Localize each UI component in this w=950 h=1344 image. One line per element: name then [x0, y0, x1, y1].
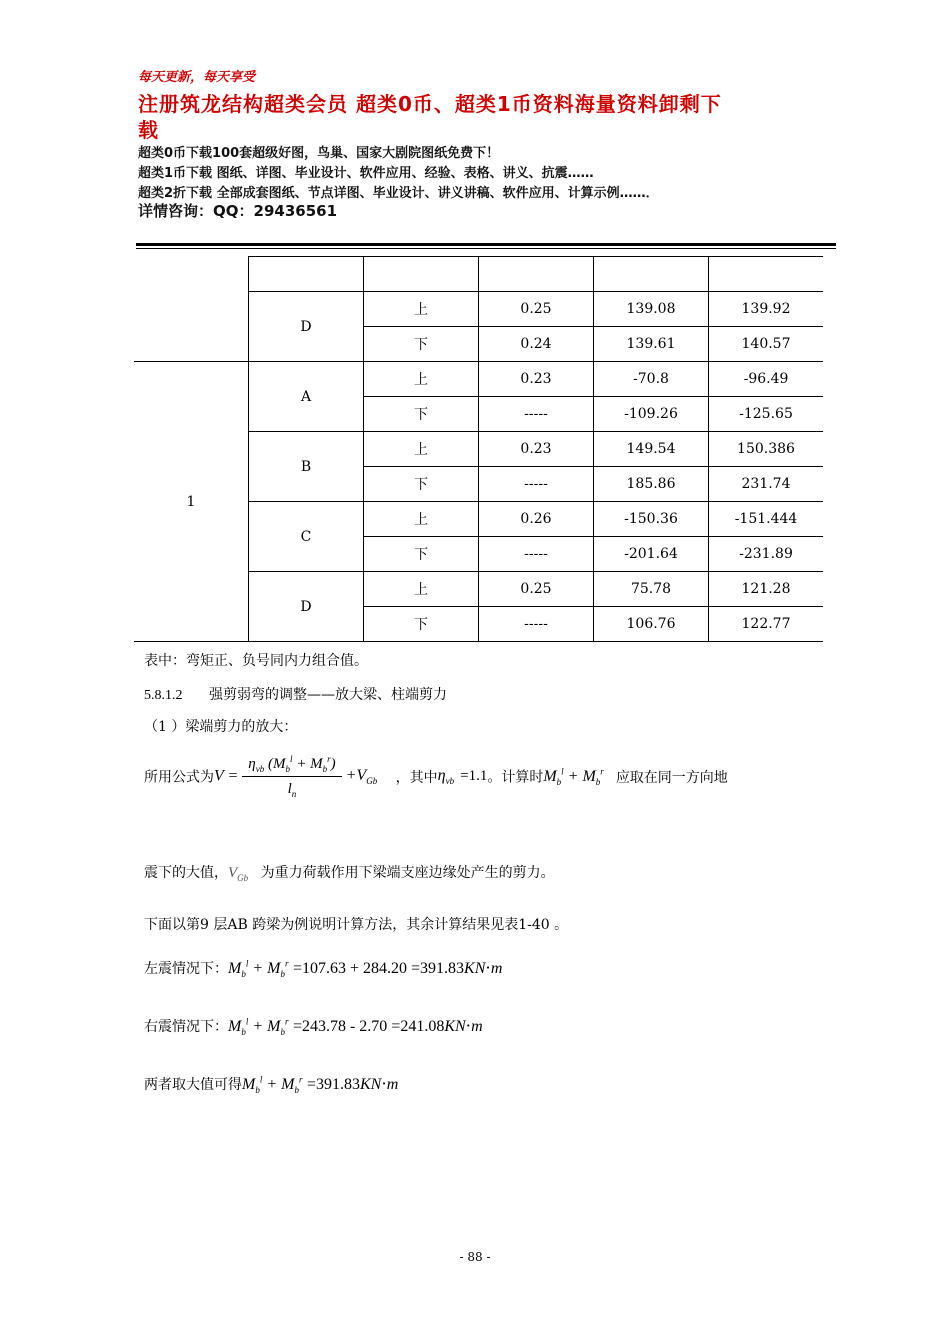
beam-label: D	[249, 572, 364, 642]
formula-line	[144, 754, 728, 799]
position-label: 下	[364, 537, 479, 572]
page-number: - 88 -	[459, 1250, 491, 1264]
right-unit: KN⋅m	[444, 1018, 483, 1035]
table-cell: -201.64	[594, 537, 709, 572]
right-label: 右震情况下：	[144, 1019, 228, 1035]
data-table	[134, 256, 823, 642]
max-expression: =391.83	[306, 1076, 360, 1093]
table-cell: -----	[479, 537, 594, 572]
left-quake-line	[144, 958, 502, 979]
table-cell: 0.26	[479, 502, 594, 537]
position-label: 上	[364, 292, 479, 327]
formula-suffix: 。计算时	[487, 769, 544, 786]
table-cell: 0.24	[479, 327, 594, 362]
table-row	[134, 257, 823, 292]
table-cell: 121.28	[709, 572, 824, 607]
table-cell: -70.8	[594, 362, 709, 397]
max-moment-sum: $M_b^l + M_b^r$	[242, 1074, 303, 1096]
left-unit: KN⋅m	[464, 960, 503, 977]
eta-symbol: $\eta_{vb}$	[437, 766, 455, 787]
header-tagline: 每天更新，每天享受	[138, 70, 256, 85]
left-label: 左震情况下：	[144, 961, 228, 977]
table-cell: 139.92	[709, 292, 824, 327]
table-cell: 140.57	[709, 327, 824, 362]
fraction-denominator: $l_n$	[287, 781, 297, 799]
table-cell: 0.23	[479, 362, 594, 397]
header-banner-wrap: 载	[138, 118, 158, 142]
max-line	[144, 1074, 398, 1095]
table-cell: 149.54	[594, 432, 709, 467]
eta-value: =1.1	[460, 768, 488, 784]
formula-tail: 应取在同一方向地	[615, 769, 728, 786]
beam-label: C	[249, 502, 364, 572]
table-cell: 0.25	[479, 292, 594, 327]
header-banner: 注册筑龙结构超类会员 超类0币、超类1币资料海量资料卸剩下	[138, 92, 722, 116]
table-cell: -125.65	[709, 397, 824, 432]
max-label: 两者取大值可得	[144, 1077, 242, 1093]
table-cell: -----	[479, 607, 594, 642]
table-cell: 106.76	[594, 607, 709, 642]
header-line-3: 超类2折下载 全部成套图纸、节点详图、毕业设计、讲义讲稿、软件应用、计算示例……．	[138, 186, 659, 201]
table-row	[134, 362, 823, 397]
floor-label: 1	[134, 362, 249, 642]
table-cell: 150.386	[709, 432, 824, 467]
position-label: 上	[364, 502, 479, 537]
table-cell: 122.77	[709, 607, 824, 642]
formula-continuation	[144, 862, 555, 883]
left-expression: =107.63 + 284.20 =391.83	[292, 960, 465, 977]
formula-vgb: $+V_{Gb}$	[345, 766, 378, 787]
table-cell: -----	[479, 467, 594, 502]
section-number: 5.8.1.2	[144, 688, 183, 703]
table-cell: -151.444	[709, 502, 824, 537]
table-cell: -----	[479, 397, 594, 432]
header-line-1: 超类0币下载100套超级好图，鸟巢、国家大剧院图纸免费下！	[138, 146, 500, 161]
right-moment-sum: $M_b^l + M_b^r$	[228, 1016, 289, 1038]
vgb-symbol: $V_{Gb}$	[228, 865, 249, 883]
table-cell: 231.74	[709, 467, 824, 502]
example-line: 下面以第9 层AB 跨梁为例说明计算方法，其余计算结果见表1-40 。	[144, 917, 569, 933]
table-cell	[249, 257, 364, 292]
sub-heading: （1 ）梁端剪力的放大：	[144, 719, 298, 735]
continuation-prefix: 震下的大值，	[144, 865, 228, 881]
table-cell	[364, 257, 479, 292]
table-cell: 139.08	[594, 292, 709, 327]
continuation-suffix: 为重力荷载作用下梁端支座边缘处产生的剪力。	[260, 865, 555, 881]
table-cell	[134, 257, 249, 362]
position-label: 上	[364, 432, 479, 467]
table-cell: -150.36	[594, 502, 709, 537]
formula-lhs: V =	[214, 767, 239, 785]
right-quake-line	[144, 1016, 483, 1037]
table-cell	[709, 257, 824, 292]
table-cell: 185.86	[594, 467, 709, 502]
beam-label: D	[249, 292, 364, 362]
left-moment-sum: $M_b^l + M_b^r$	[228, 958, 289, 980]
header-rule-thick	[136, 243, 836, 246]
section-heading	[144, 684, 447, 704]
section-title: 强剪弱弯的调整——放大梁、柱端剪力	[208, 687, 447, 703]
position-label: 上	[364, 572, 479, 607]
table-cell: -231.89	[709, 537, 824, 572]
table-cell	[594, 257, 709, 292]
position-label: 上	[364, 362, 479, 397]
beam-label: A	[249, 362, 364, 432]
fraction-numerator: $\eta_{vb}$ $(M_b^l + M_b^r)$	[242, 754, 341, 777]
header-contact	[138, 200, 337, 221]
table-cell: 139.61	[594, 327, 709, 362]
qq-label: 详情咨询：QQ：	[138, 202, 254, 220]
position-label: 下	[364, 327, 479, 362]
table-note: 表中：弯矩正、负号同内力组合值。	[144, 653, 368, 669]
qq-number: 29436561	[253, 202, 338, 220]
header-rule-thin	[136, 248, 836, 249]
position-label: 下	[364, 397, 479, 432]
table-cell: -109.26	[594, 397, 709, 432]
beam-label: B	[249, 432, 364, 502]
formula-mid: ，其中	[395, 769, 438, 786]
right-expression: =243.78 - 2.70 =241.08	[292, 1018, 445, 1035]
header-line-2: 超类1币下载 图纸、详图、毕业设计、软件应用、经验、表格、讲义、抗震……	[138, 166, 594, 181]
moment-sum: $M_b^l + M_b^r$	[543, 766, 604, 787]
formula-fraction	[242, 754, 341, 799]
table-cell: -96.49	[709, 362, 824, 397]
max-unit: KN⋅m	[359, 1076, 399, 1093]
table-cell	[479, 257, 594, 292]
table-cell: 0.25	[479, 572, 594, 607]
position-label: 下	[364, 467, 479, 502]
table-cell: 75.78	[594, 572, 709, 607]
formula-prefix: 所用公式为	[144, 769, 214, 786]
table-cell: 0.23	[479, 432, 594, 467]
position-label: 下	[364, 607, 479, 642]
